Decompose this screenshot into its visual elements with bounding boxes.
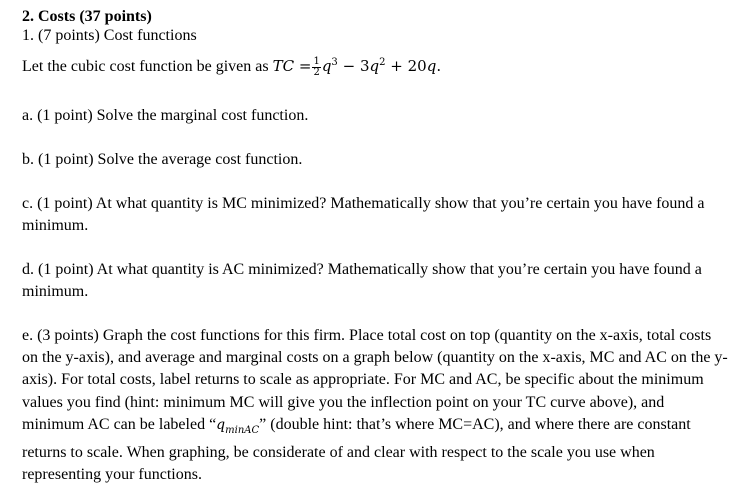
term2-coefficient: 3 [359,57,370,75]
term3-coefficient: 20 [407,57,427,75]
term2-exponent: 2 [379,57,386,68]
problem-title: 1. (7 points) Cost functions [22,27,197,44]
cost-function-formula [272,55,442,78]
question-e [22,325,728,486]
question-c: c. (1 point) At what quantity is MC minimized? Mathematically show that you’re certain you have found a minimum. [22,195,705,234]
question-a: a. (1 point) Solve the marginal cost function. [22,107,309,124]
question-e-text-part2: ” (double hint: that’s where MC=AC), and where there are constant returns to scale. When graphing, be considerate of and clear with respect to the scale you use when representing your functions. [22,415,691,484]
question-e-text-part1: e. (3 points) Graph the cost functions for this firm. Place total cost on top (quantity on the x-axis, total costs on the y-axis), and average and marginal costs on a graph below (quantity on the x-axis, MC and AC on the y-axis). For total costs, label returns to scale as appropriate. For MC and AC, be specific about the minimum values you find (hint: minimum MC will give you the inflection point on your TC curve above), and minimum AC can be labeled “ [22,327,728,433]
fraction-numerator: 1 [313,55,320,67]
formula-plus: + [390,57,403,75]
question-b: b. (1 point) Solve the average cost function. [22,151,303,168]
intro-lead-text: Let the cubic cost function be given as [22,58,269,75]
term3-base: q [426,57,437,75]
fraction-denominator: 2 [313,66,320,78]
formula-equals: = [298,57,312,75]
q-min-ac-base: q [216,416,226,433]
formula-lhs: TC [272,57,295,75]
term2-base: q [369,57,380,75]
term1-exponent: 3 [331,57,338,68]
formula-minus: − [342,57,356,75]
q-min-ac-subscript: minAC [225,424,260,436]
formula-period: . [436,57,442,75]
question-d: d. (1 point) At what quantity is AC minimized? Mathematically show that you’re certain you have found a minimum. [22,261,702,300]
term1-base: q [321,57,332,75]
section-title: 2. Costs (37 points) [22,8,152,25]
document-body [22,8,728,486]
formula-fraction [312,57,320,78]
q-min-ac-label [216,416,260,436]
problem-intro [22,52,728,78]
